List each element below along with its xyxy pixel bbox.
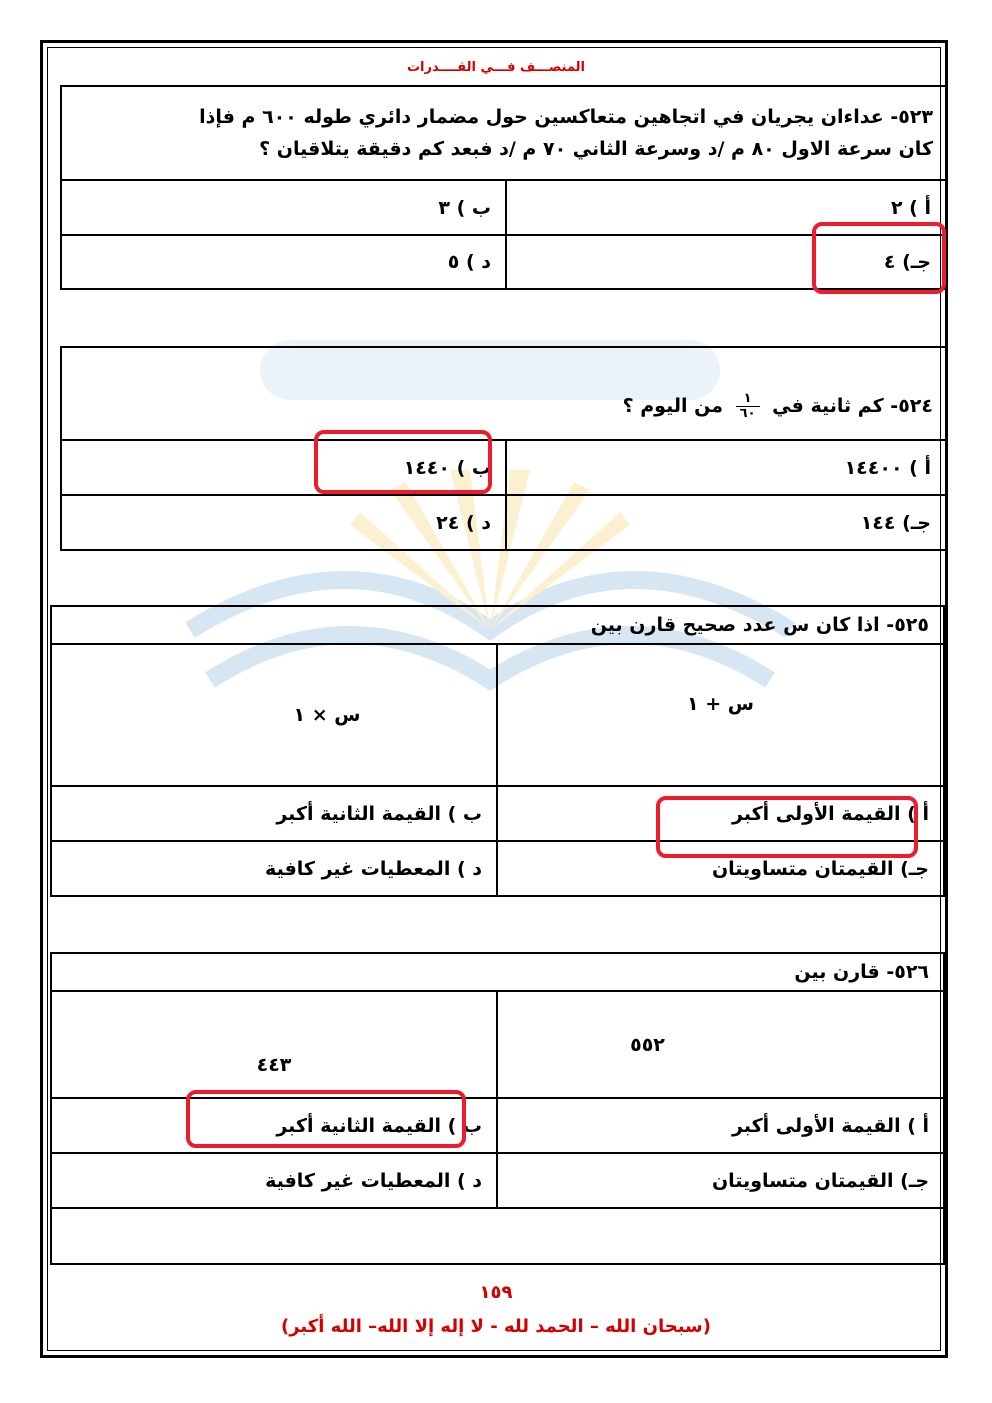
question-text: ٥٢٦- قارن بين bbox=[51, 953, 944, 991]
option-b[interactable]: ب ) ٣ bbox=[61, 180, 506, 235]
option-b[interactable]: ب ) ١٤٤٠ bbox=[61, 440, 506, 495]
value-first: ٥٥٢ bbox=[497, 991, 944, 1098]
page-number: ١٥٩ bbox=[479, 1282, 513, 1303]
question-text bbox=[61, 86, 946, 180]
answer-mark-circle bbox=[812, 222, 946, 294]
header-title: المنصـــف فـــي القــــدرات bbox=[406, 60, 585, 75]
option-b[interactable]: ب ) القيمة الثانية أكبر bbox=[51, 1098, 497, 1153]
answer-mark-circle bbox=[656, 796, 918, 858]
option-c[interactable]: جـ) القيمتان متساويتان bbox=[497, 841, 944, 896]
fraction bbox=[736, 392, 760, 421]
option-a[interactable]: أ ) ١٤٤٠٠ bbox=[506, 440, 946, 495]
fraction-numerator: ١ bbox=[736, 392, 760, 407]
option-d[interactable]: د ) المعطيات غير كافية bbox=[51, 1153, 497, 1208]
question-text-after: من اليوم ؟ bbox=[622, 394, 723, 417]
answer-mark-circle bbox=[186, 1090, 466, 1148]
answer-mark-circle bbox=[314, 430, 492, 494]
question-526 bbox=[50, 952, 945, 1265]
question-text: ٥٢٥- اذا كان س عدد صحيح قارن بين bbox=[51, 606, 944, 644]
option-d[interactable]: د ) المعطيات غير كافية bbox=[51, 841, 497, 896]
value-second: س × ١ bbox=[51, 644, 497, 786]
question-524 bbox=[60, 346, 947, 551]
question-text-line1: ٥٢٣- عداءان يجريان في اتجاهين متعاكسين حول مضمار دائري طوله ٦٠٠ م فإذا bbox=[199, 106, 933, 128]
question-text-line2: كان سرعة الاول ٨٠ م /د وسرعة الثاني ٧٠ م /د فبعد كم دقيقة يتلاقيان ؟ bbox=[259, 138, 933, 160]
empty-row bbox=[51, 1208, 944, 1264]
option-d[interactable]: د ) ٥ bbox=[61, 235, 506, 289]
question-text-before: ٥٢٤- كم ثانية في bbox=[772, 394, 933, 417]
option-c[interactable]: جـ) القيمتان متساويتان bbox=[497, 1153, 944, 1208]
option-d[interactable]: د ) ٢٤ bbox=[61, 495, 506, 550]
option-a[interactable]: أ ) ٢ bbox=[506, 180, 946, 235]
value-second: ٤٤٣ bbox=[51, 991, 497, 1098]
question-text bbox=[61, 347, 946, 440]
option-a[interactable]: أ ) القيمة الأولى أكبر bbox=[497, 1098, 944, 1153]
option-b[interactable]: ب ) القيمة الثانية أكبر bbox=[51, 786, 497, 841]
value-first: س + ١ bbox=[497, 644, 944, 786]
option-c[interactable]: جـ) ١٤٤ bbox=[506, 495, 946, 550]
option-a[interactable]: أ ) القيمة الأولى أكبر bbox=[497, 786, 944, 841]
option-c[interactable]: جـ) ٤ bbox=[506, 235, 946, 289]
fraction-denominator: ٦٠ bbox=[739, 405, 756, 421]
footer-dhikr: (سبحان الله – الحمد لله - لا إله إلا الله– الله أكبر) bbox=[281, 1316, 711, 1337]
